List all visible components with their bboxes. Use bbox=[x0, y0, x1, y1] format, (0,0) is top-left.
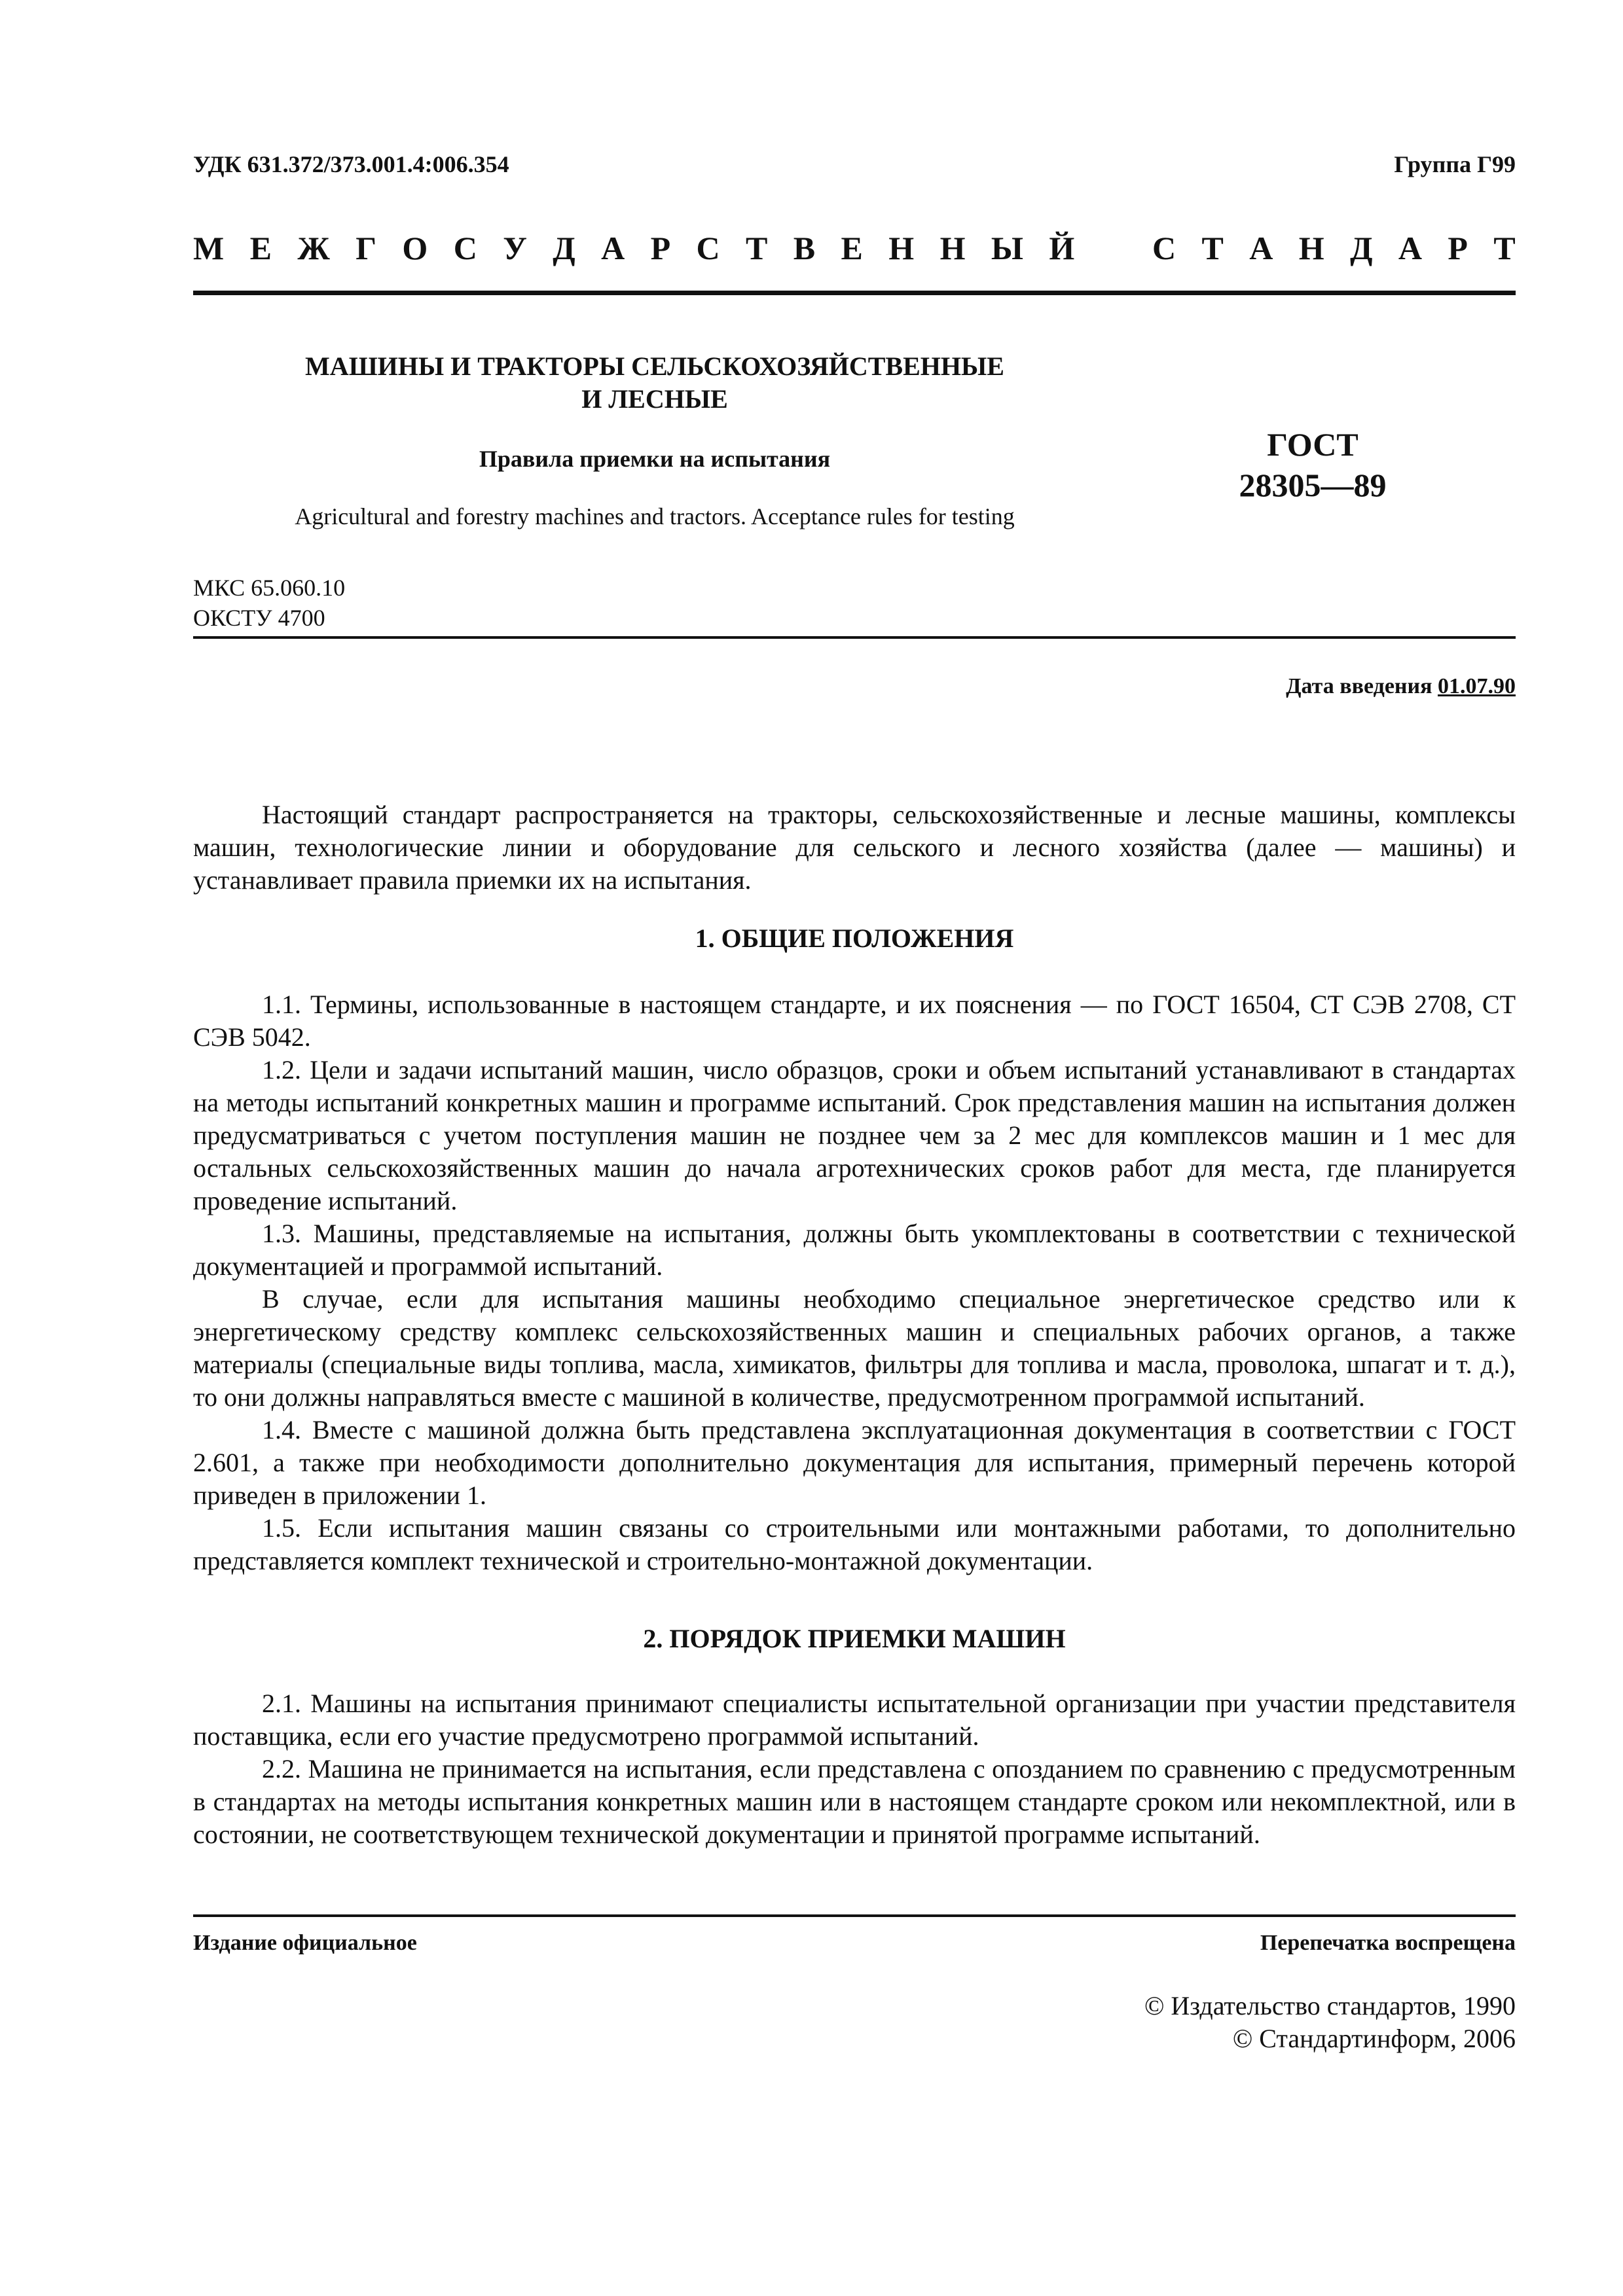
document-subtitle: Правила приемки на испытания bbox=[479, 446, 831, 472]
intro-text bbox=[193, 798, 1516, 897]
banner-letter: Т bbox=[746, 230, 768, 266]
gost-label: ГОСТ bbox=[1267, 426, 1359, 463]
footer-rule bbox=[193, 1914, 1516, 1917]
title-line: И ЛЕСНЫЕ bbox=[581, 384, 728, 414]
paragraph: 2.2. Машина не принимается на испытания, если представлена с опозданием по сравнению с предусмотренным в стандартах на методы испытания конкретных машин или в настоящем стандарте сроком или некомплектной, или в состоянии, не соответствующем технической документации и принятой программе испытаний. bbox=[193, 1754, 1516, 1849]
intro-paragraph: Настоящий стандарт распространяется на тракторы, сельскохозяйственные и лесные машины, комплексы машин, технологические линии и оборудование для сельского и лесного хозяйства (далее — машины) и устанавливает правила приемки их на испытания. bbox=[193, 800, 1516, 895]
mks-code: МКС 65.060.10 bbox=[193, 575, 346, 601]
gost-code: 28305—89 bbox=[1239, 467, 1387, 503]
banner-letter: Ж bbox=[297, 230, 330, 266]
banner-space bbox=[1101, 229, 1127, 267]
banner-letter: Й bbox=[1049, 230, 1075, 266]
paragraph: 1.3. Машины, представляемые на испытания, должны быть укомплектованы в соответствии с технической документацией и программой испытаний. bbox=[193, 1219, 1516, 1281]
banner-letter: Г bbox=[356, 230, 376, 266]
banner-letter: Р bbox=[1448, 230, 1468, 266]
paragraph: 2.1. Машины на испытания принимают специалисты испытательной организации при участии представителя поставщика, если его участие предусмотрено программой испытаний. bbox=[193, 1689, 1516, 1751]
intro-date-value: 01.07.90 bbox=[1438, 674, 1516, 698]
banner-letter: Н bbox=[888, 230, 915, 266]
edition-label: Издание официальное bbox=[193, 1931, 417, 1955]
banner-letter: О bbox=[402, 230, 428, 266]
banner-letter: Т bbox=[1493, 230, 1516, 266]
banner-letter: Ы bbox=[991, 230, 1023, 266]
banner-letter: Р bbox=[650, 230, 671, 266]
classification-codes bbox=[193, 573, 345, 633]
paragraph: 1.5. Если испытания машин связаны со строительными или монтажными работами, то дополнительно представляется комплект технической и строительно-монтажной документации. bbox=[193, 1513, 1516, 1575]
section-heading-2: 2. ПОРЯДОК ПРИЕМКИ МАШИН bbox=[643, 1624, 1066, 1653]
banner-letter: У bbox=[503, 230, 527, 266]
standard-banner bbox=[193, 229, 1516, 267]
banner-letter: Е bbox=[841, 230, 863, 266]
section-1-body bbox=[193, 988, 1516, 1577]
banner-letter: Т bbox=[1201, 230, 1224, 266]
banner-letter: А bbox=[1398, 230, 1422, 266]
document-page bbox=[193, 0, 1516, 2296]
banner-letter: С bbox=[453, 230, 477, 266]
section-2-body bbox=[193, 1687, 1516, 1851]
paragraph: В случае, если для испытания машины необходимо специальное энергетическое средство или к энергетическому средству комплекс сельскохозяйственных машин и специальных рабочих органов, а также материалы (специальные виды топлива, масла, химикатов, фильтры для топлива и масла, проволока, шпагат и т. д.), то они должны направляться вместе с машиной в количестве, предусмотренном программой испытаний. bbox=[193, 1284, 1516, 1412]
banner-letter: Е bbox=[249, 230, 272, 266]
gost-number bbox=[1175, 424, 1450, 505]
intro-date bbox=[1286, 674, 1516, 699]
copyright-block bbox=[1144, 1990, 1516, 2055]
banner-letter: Н bbox=[1298, 230, 1324, 266]
title-line: МАШИНЫ И ТРАКТОРЫ СЕЛЬСКОХОЗЯЙСТВЕННЫЕ bbox=[305, 351, 1004, 381]
banner-letter: Н bbox=[939, 230, 966, 266]
udk-code: УДК 631.372/373.001.4:006.354 bbox=[193, 151, 509, 177]
banner-letter: С bbox=[696, 230, 720, 266]
english-title: Agricultural and forestry machines and tractors. Acceptance rules for testing bbox=[295, 503, 1015, 529]
section-heading-1: 1. ОБЩИЕ ПОЛОЖЕНИЯ bbox=[695, 924, 1014, 953]
banner-letter: Д bbox=[553, 230, 575, 266]
copyright-line: © Стандартинформ, 2006 bbox=[1232, 2024, 1516, 2053]
banner-letter: М bbox=[193, 230, 225, 266]
okstu-code: ОКСТУ 4700 bbox=[193, 605, 325, 631]
codes-rule bbox=[193, 636, 1516, 639]
paragraph: 1.1. Термины, использованные в настоящем стандарте, и их пояснения — по ГОСТ 16504, СТ СЭВ 2708, СТ СЭВ 5042. bbox=[193, 990, 1516, 1052]
banner-letter: В bbox=[793, 230, 816, 266]
paragraph: 1.2. Цели и задачи испытаний машин, число образцов, сроки и объем испытаний устанавливают в стандартах на методы испытаний конкретных машин и программе испытаний. Срок представления машин на испытания должен предусматриваться с учетом поступления машин не позднее чем за 2 мес для комплексов машин и 1 мес для остальных сельскохозяйственных машин до начала агротехнических сроков работ для места, где планируется проведение испытаний. bbox=[193, 1055, 1516, 1215]
paragraph: 1.4. Вместе с машиной должна быть представлена эксплуатационная документация в соответствии с ГОСТ 2.601, а также при необходимости дополнительно документация для испытания, примерный перечень которой приведен в приложении 1. bbox=[193, 1415, 1516, 1510]
banner-letter: А bbox=[601, 230, 625, 266]
reprint-label: Перепечатка воспрещена bbox=[1260, 1931, 1516, 1955]
document-title bbox=[193, 350, 1116, 416]
banner-letter: С bbox=[1152, 230, 1176, 266]
banner-letter: Д bbox=[1350, 230, 1373, 266]
group-code: Группа Г99 bbox=[1394, 151, 1516, 177]
header-rule bbox=[193, 291, 1516, 295]
banner-letter: А bbox=[1249, 230, 1273, 266]
intro-date-label: Дата введения bbox=[1286, 674, 1432, 698]
copyright-line: © Издательство стандартов, 1990 bbox=[1144, 1991, 1516, 2020]
